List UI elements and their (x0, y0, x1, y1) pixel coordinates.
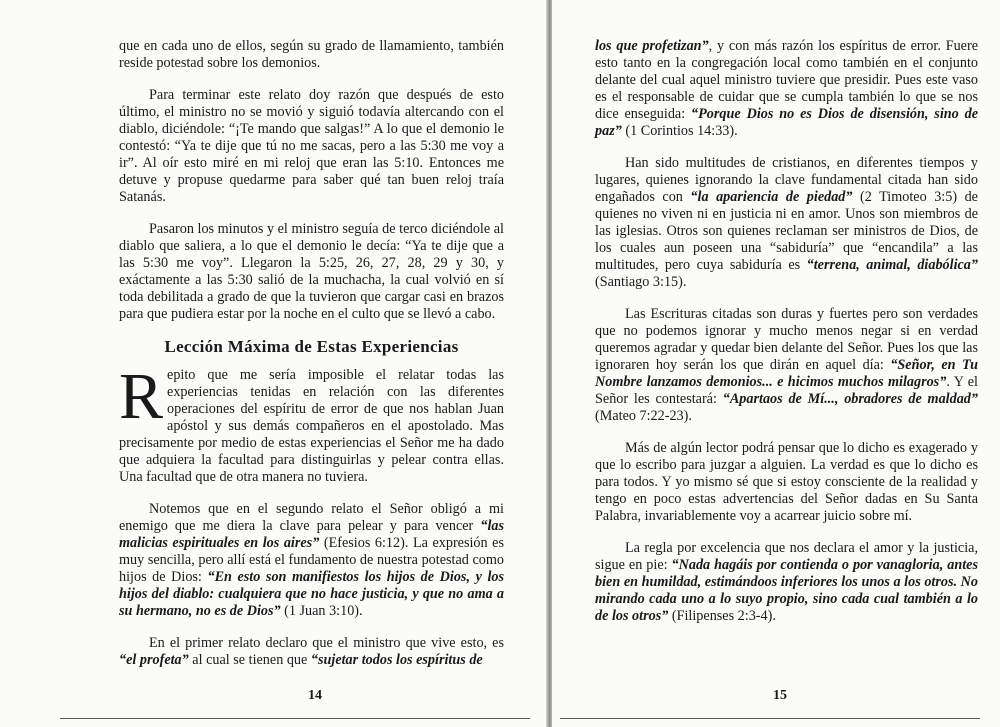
scripture-quote: “Apartaos de Mí..., obradores de maldad” (722, 391, 978, 407)
scripture-quote: “las malicias espirituales en los aires” (119, 518, 504, 551)
scripture-quote: “terrena, animal, diabólica” (806, 257, 978, 273)
text-run: al cual se tienen que (188, 652, 311, 668)
text-run: (1 Corintios 14:33). (621, 123, 738, 139)
text-run: (1 Juan 3:10). (280, 603, 363, 619)
page-number: 14 (308, 688, 322, 703)
paragraph: Pasaron los minutos y el ministro seguía de terco diciéndole al diablo que saliera, a lo que el demonio le decía: “Ya te dije que a las 5:30 me voy”. Llegaron la 5:25, 26, 27, 28, 29 y 30, y exáctamente a las 5:30 salió de la muchacha, la cual volvió en sí toda debilitada a grado de que la tuvieron que cargar casi en brazos para que pudiera estar por la noche en el culto que se llevó a cabo. (119, 221, 504, 322)
paragraph-drop-cap (119, 360, 504, 486)
text-run: (Efesios 6:12). La expresión es muy sencilla, pero allí está el fundamento de nuestra potestad como hijos de Dios: (119, 535, 504, 585)
text-run: Las Escrituras citadas son duras y fuertes pero son verdades que no podemos ignorar y mucho menos negar si en verdad queremos agradar y quedar bien delante del Señor. Pues los que las ignoraren hoy serán los que dirán en aquel día: (595, 306, 978, 373)
text-run: (Mateo 7:22-23). (595, 408, 692, 424)
text-run: . Y el Señor les contestará: (595, 374, 979, 407)
text-run: Han sido multitudes de cristianos, en diferentes tiempos y lugares, quienes ignorando la clave fundamental citada han sido engañados con (595, 155, 978, 205)
paragraph (595, 306, 978, 425)
scripture-quote: “el profeta” (119, 652, 189, 668)
paragraph: Para terminar este relato doy razón que después de esto último, el ministro no se movió y siguió todavía altercando con el diablo, diciéndole: “¡Te mando que salgas!” A lo que el demonio le contestó: “Ya te dije que tú no me sacas, pero a las 5:30 me voy a ir”. Al oír esto miré en mi reloj que eran las 5:10. Entonces me detuve y propuse quedarme para saber qué tan buen reloj traía Satanás. (119, 87, 504, 205)
left-page-text (119, 38, 504, 684)
scripture-quote: “Señor, en Tu Nombre lanzamos demonios... e hicimos muchos milagros” (595, 357, 979, 390)
text-run: (Santiago 3:15). (595, 274, 687, 290)
text-run: (2 Timoteo 3:5) de quienes no viven ni en justicia ni en amor. Unos son miembros de las iglesias. Otros son quienes reclaman ser ministros de Dios, de los cuales aun poseen una “sabiduría” que “encandila” a las multitudes, pero cuya sabiduría es (595, 189, 978, 273)
paragraph (119, 501, 504, 620)
paragraph (595, 155, 978, 291)
scripture-quote: “sujetar todos los espíritus de (310, 652, 483, 668)
paragraph-text: epito que me sería imposible el relatar todas las experiencias tenidas en relación con las diferentes operaciones del espíritu de error de que nos hablan Juan apóstol y sus demás compañeros en el apostolado. Mas precisamente por medio de estas experiencias el Señor me ha dado que adquiera la facultad para distinguirlas y pelear contra ellas. Una facultad que de otra manera no tuviera. (119, 367, 504, 485)
scripture-quote: “la apariencia de piedad” (690, 189, 853, 205)
text-run: La regla por excelencia que nos declara el amor y la justicia, sigue en pie: (595, 540, 978, 573)
scripture-quote: “Porque Dios no es Dios de disensión, sino de paz” (595, 106, 979, 139)
page-edge-line (560, 718, 980, 719)
scripture-quote: “En esto son manifiestos los hijos de Dios, y los hijos del diablo: cualquiera que no hace justicia, y que no ama a su hermano, no es de Dios” (119, 569, 504, 619)
page-number: 15 (773, 688, 787, 703)
paragraph (595, 38, 978, 140)
scripture-quote: “Nada hagáis por contienda o por vanagloria, antes bien en humildad, estimándoos inferiores los unos a los otros. No mirando cada uno a lo suyo propio, sino cada cual también a lo de los otros” (595, 557, 978, 624)
drop-cap: R (119, 360, 164, 433)
text-run: (Filipenses 2:3-4). (668, 608, 776, 624)
page-edge-line (60, 718, 530, 719)
text-run: , y con más razón los espíritus de error. Fuere esto tanto en la congregación local como también en el conjunto delante del cual aquel ministro tuviere que presidir. Pues este vaso es el responsable de cuidar que se cumpla también lo que se nos dice enseguida: (595, 38, 978, 122)
right-page-text (595, 38, 978, 640)
section-heading: Lección Máxima de Estas Experiencias (164, 337, 459, 356)
paragraph: que en cada uno de ellos, según su grado de llamamiento, también reside potestad sobre los demonios. (119, 38, 504, 71)
text-run: En el primer relato declaro que el ministro que vive esto, es (149, 635, 504, 651)
paragraph (119, 635, 504, 669)
scripture-quote: los que profetizan” (595, 38, 709, 54)
paragraph (595, 540, 978, 625)
text-run: Notemos que en el segundo relato el Señor obligó a mi enemigo que me diera la clave para pelear y para vencer (119, 501, 504, 534)
paragraph: Más de algún lector podrá pensar que lo dicho es exagerado y que lo escribo para juzgar a alguien. La verdad es que lo dicho es para todos. Y yo mismo sé que si estoy consciente de la realidad y tengo en poco estas advertencias del Señor dadas en Su Santa Palabra, invariablemente voy a acarrear juicio sobre mí. (595, 440, 978, 524)
